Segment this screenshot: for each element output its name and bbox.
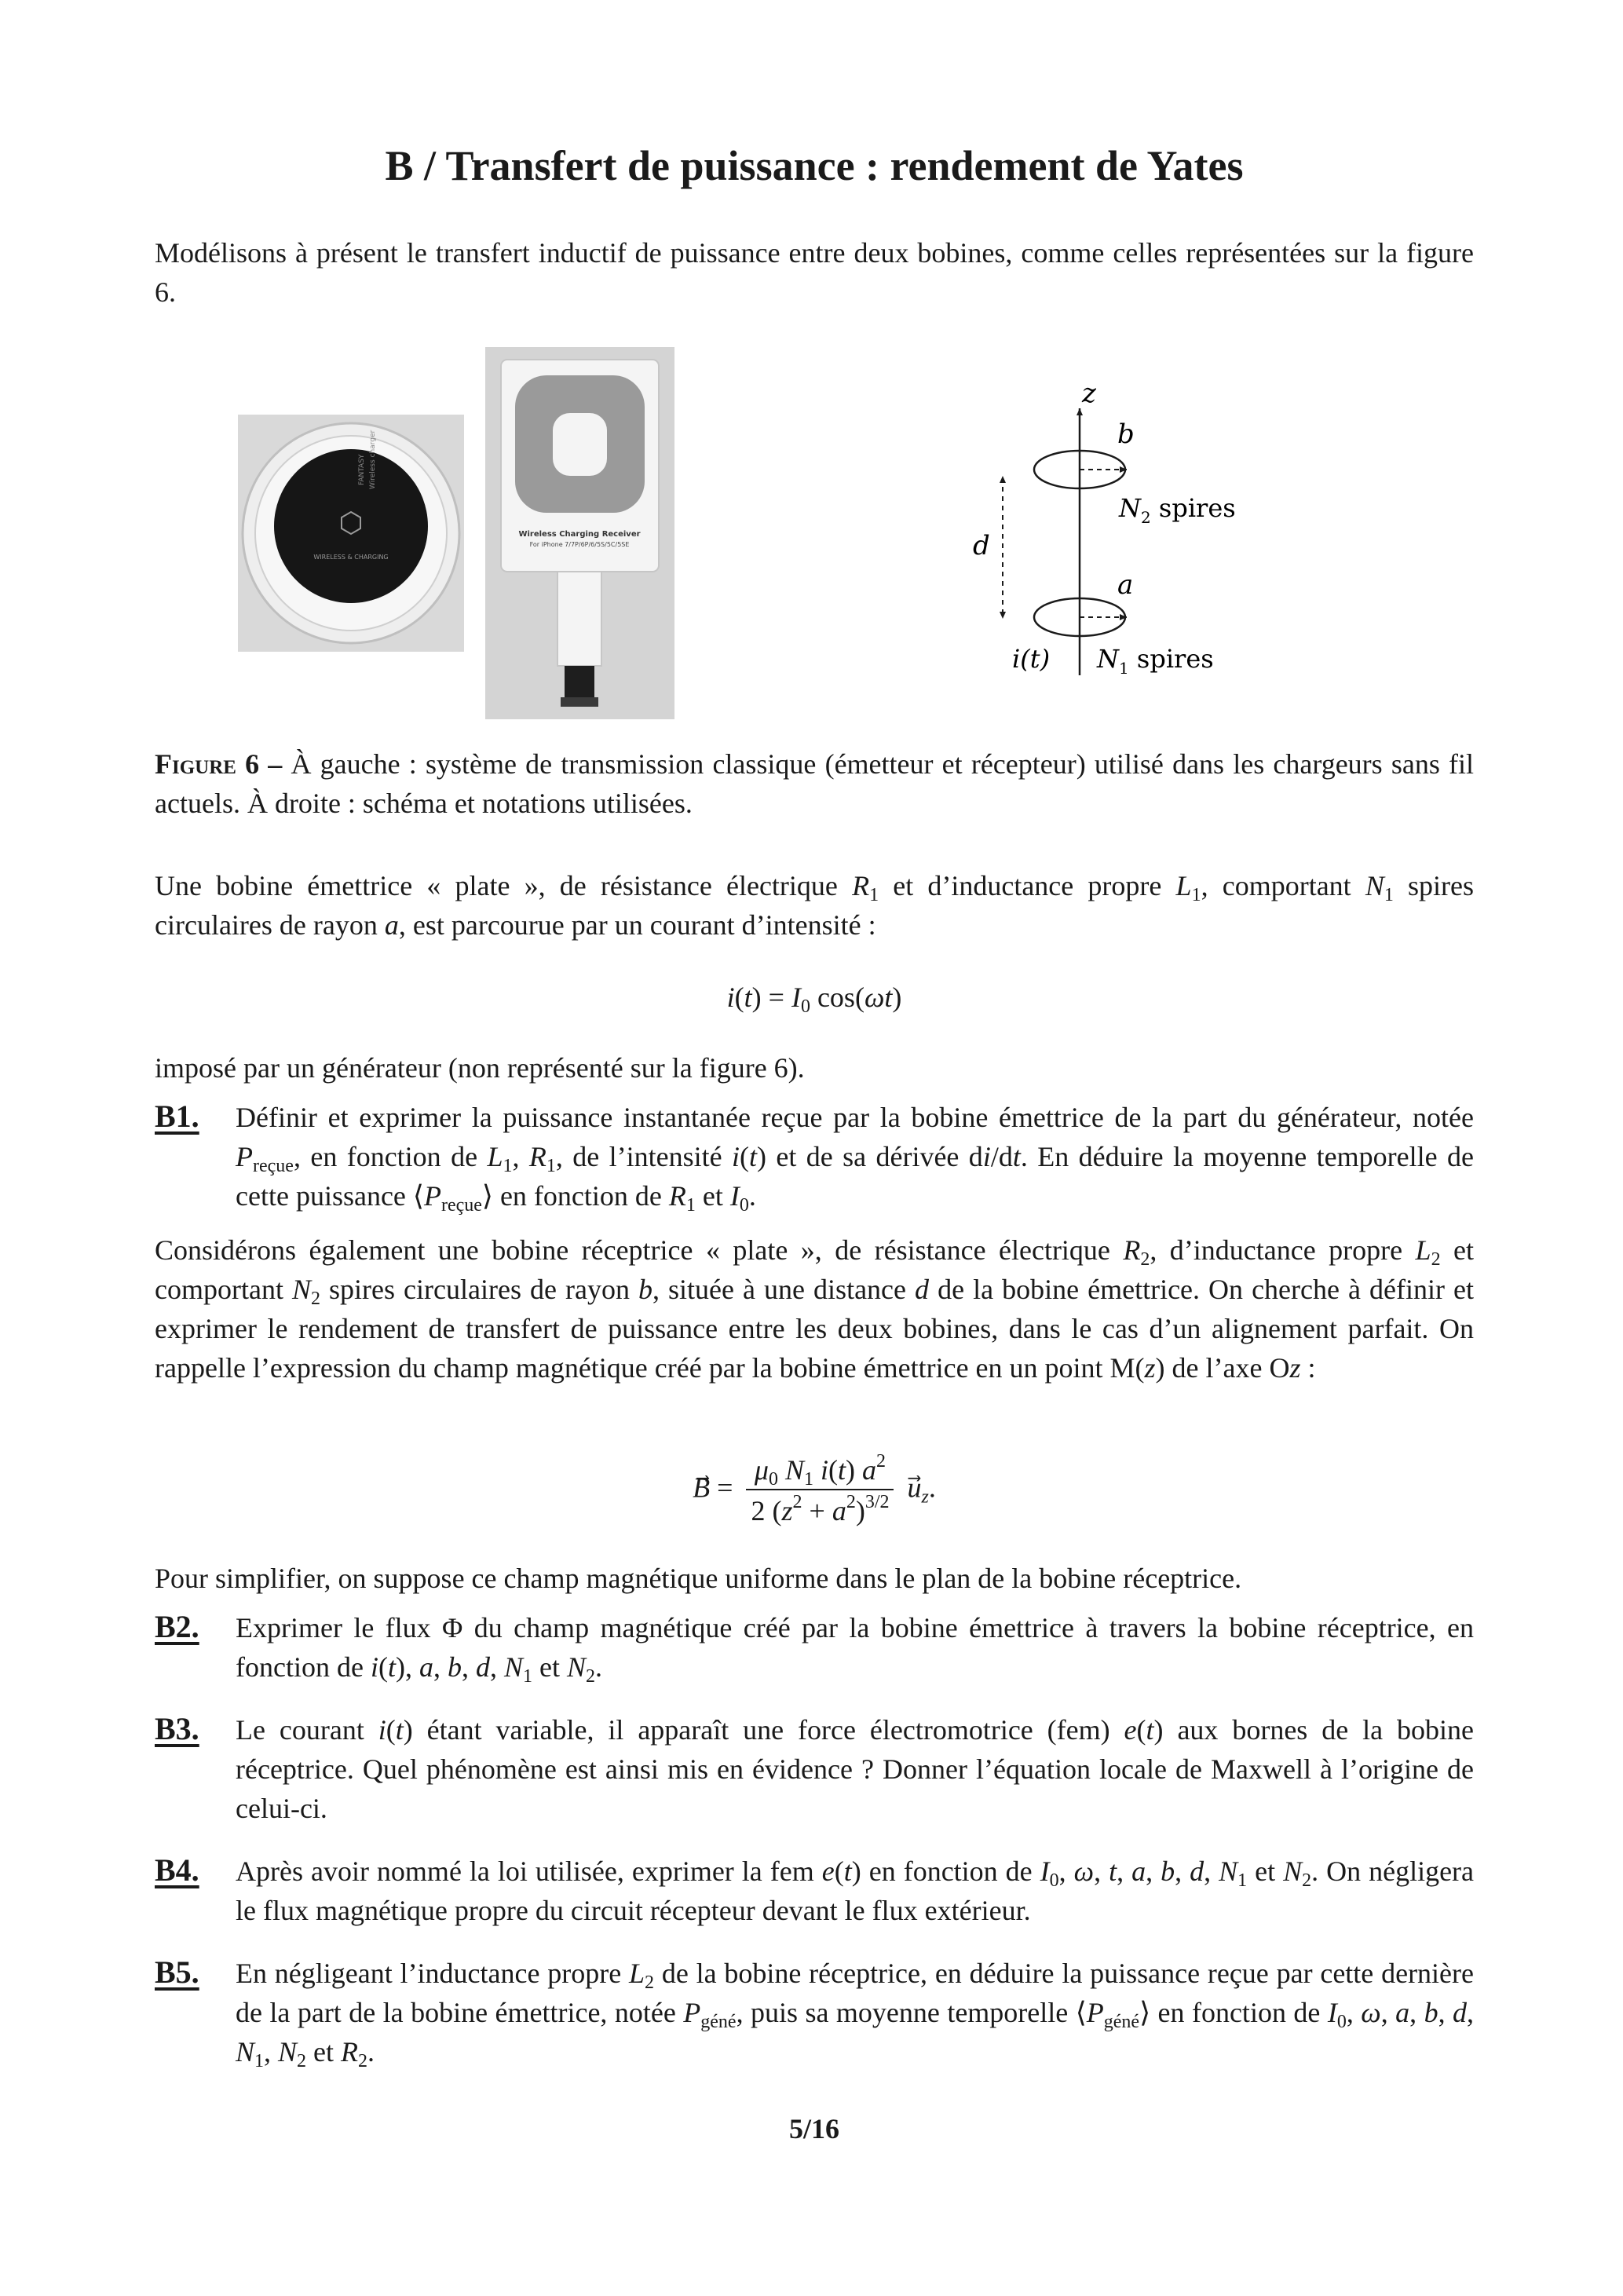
emitter-photo <box>238 415 464 652</box>
figure-label: Figure 6 – <box>155 748 283 780</box>
question-b2 <box>155 1608 1474 1687</box>
question-b3-label: B3. <box>155 1711 199 1746</box>
d-label: d <box>973 530 990 561</box>
field-equation: B⃗ = $\frac{\mu_0 N_1 i(t) a^2}{2 (z^2 + a^2)^{3/2}}$ $u_z$. <box>693 1451 936 1526</box>
current-equation: $i(t) = I_0$ cos(ωt) <box>726 982 902 1017</box>
generator-sentence: imposé par un générateur (non représenté sur la figure 6). <box>155 1052 805 1084</box>
question-b4-label: B4. <box>155 1852 199 1888</box>
figure-caption-text: À gauche : système de transmission classique (émetteur et récepteur) utilisé dans les chargeurs sans fil actuels. À droite : schéma et notations utilisées. <box>155 748 1475 819</box>
uniform-field-sentence: Pour simplifier, on suppose ce champ magnétique uniforme dans le plan de la bobine réceptrice. <box>155 1563 1242 1594</box>
intro-paragraph: Modélisons à présent le transfert inductif de puissance entre deux bobines, comme celles représentées sur la figure 6. <box>155 237 1474 308</box>
coil-diagram <box>973 369 1403 699</box>
figure-caption <box>155 744 1474 823</box>
question-b4 <box>155 1852 1474 1930</box>
emitter-paragraph: Une bobine émettrice « plate », de résistance électrique $R_1$ et d’inductance propre $L_1$, comportant $N_1$ spires circulaires de rayon a, est parcourue par un courant d’intensité : <box>155 870 1475 941</box>
question-b1-text: Définir et exprimer la puissance instantanée reçue par la bobine émettrice de la part du générateur, notée $P_{reçue}$, en fonction de $L_1$, $R_1$, de l’intensité i(t) et de sa dérivée di/dt. En déduire la moyenne temporelle de cette puissance $⟨P_{reçue}⟩$ en fonction de $R_1$ et $I_0$. <box>236 1102 1474 1216</box>
z-label: z <box>1082 378 1096 409</box>
receiver-photo <box>485 347 674 719</box>
emitter-brand-text: FANTASY <box>358 454 366 485</box>
question-b3-text: Le courant i(t) étant variable, il apparaît une force électromotrice (fem) e(t) aux bornes de la bobine réceptrice. Quel phénomène est ainsi mis en évidence ? Donner l’équation locale de Maxwell à l’origine de celui-ci. <box>236 1714 1474 1824</box>
receiver-text-1: Wireless Charging Receiver <box>518 530 641 539</box>
n1-label: $N_1$ spires <box>1097 644 1214 678</box>
question-b5-text: En négligeant l’inductance propre $L_2$ de la bobine réceptrice, en déduire la puissance reçue par cette dernière de la part de la bobine émettrice, notée $P_{géné}$, puis sa moyenne temporelle $⟨P_{géné}⟩$ en fonction de $I_0$, ω, a, b, d, $N_1$, $N_2$ et $R_2$. <box>236 1958 1475 2071</box>
question-b1-label: B1. <box>155 1099 199 1134</box>
emitter-bottom-text: WIRELESS & CHARGING <box>313 554 389 561</box>
section-title: B / Transfert de puissance : rendement de Yates <box>385 142 1244 189</box>
question-b5 <box>155 1954 1474 2071</box>
question-b2-label: B2. <box>155 1609 199 1644</box>
page-number: 5/16 <box>788 2113 839 2144</box>
receiver-text-2: For iPhone 7/7P/6P/6/5S/5C/5SE <box>529 541 630 548</box>
a-label: a <box>1117 569 1134 601</box>
question-b2-text: Exprimer le flux Φ du champ magnétique créé par la bobine émettrice à travers la bobine réceptrice, en fonction de i(t), a, b, d, $N_1$ et $N_2$. <box>236 1612 1474 1687</box>
current-label: i(t) <box>1012 644 1051 674</box>
b-label: b <box>1117 419 1135 450</box>
question-b3 <box>155 1710 1474 1828</box>
n2-label: $N_2$ spires <box>1119 493 1236 527</box>
question-b1 <box>155 1098 1474 1216</box>
emitter-label-text: Wireless charger <box>369 430 377 489</box>
question-b5-label: B5. <box>155 1954 199 1990</box>
question-b4-text: Après avoir nommé la loi utilisée, exprimer la fem e(t) en fonction de $I_0$, ω, t, a, b, d, $N_1$ et $N_2$. On négligera le flux magnétique propre du circuit récepteur devant le flux extérieur. <box>236 1855 1475 1926</box>
receiver-paragraph: Considérons également une bobine réceptrice « plate », de résistance électrique $R_2$, d’inductance propre $L_2$ et comportant $N_2$ spires circulaires de rayon b, située à une distance d de la bobine émettrice. On cherche à définir et exprimer le rendement de transfert de puissance entre les deux bobines, dans le cas d’un alignement parfait. On rappelle l’expression du champ magnétique créé par la bobine émettrice en un point M(z) de l’axe Oz : <box>155 1234 1474 1384</box>
